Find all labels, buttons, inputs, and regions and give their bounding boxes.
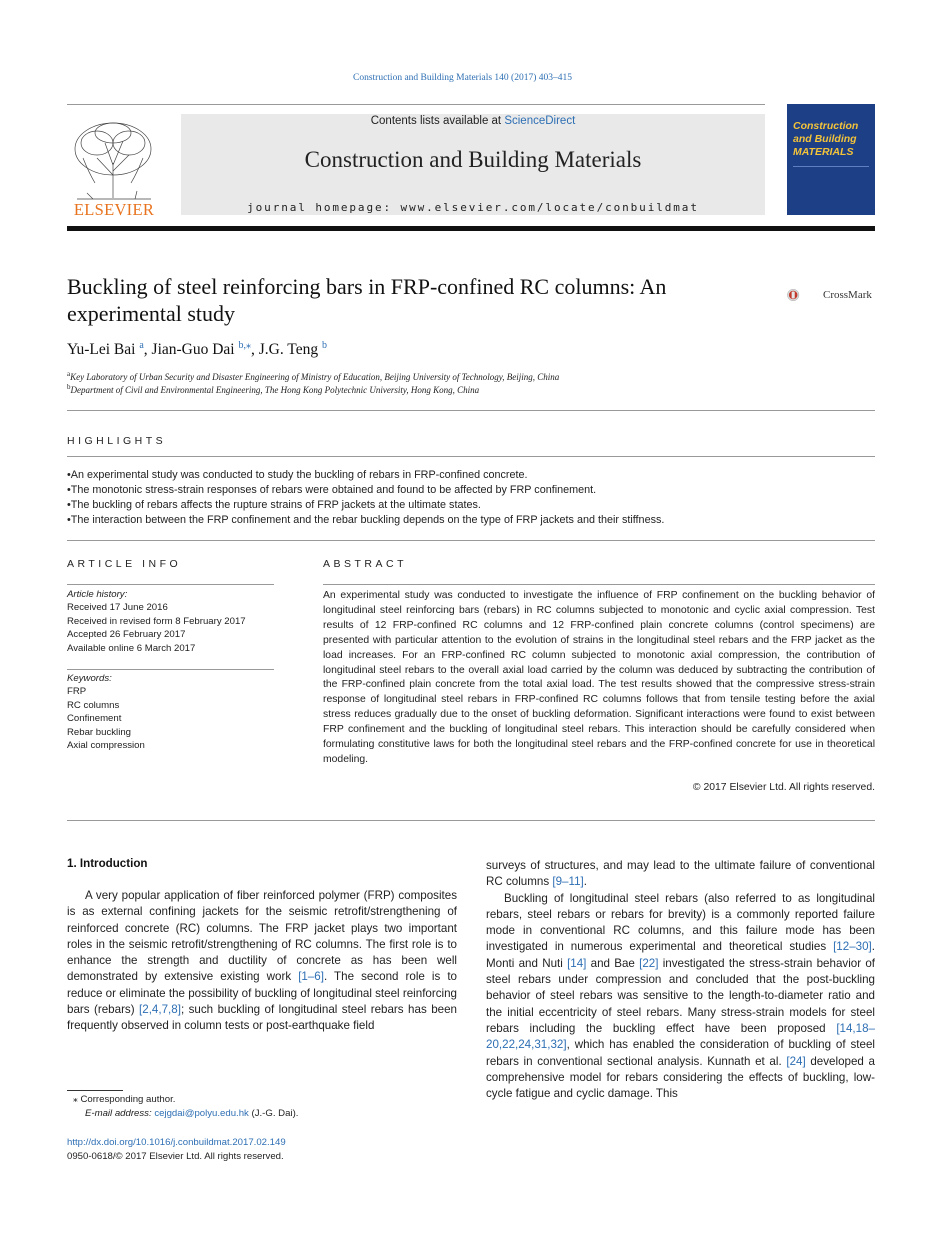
affiliation bbox=[67, 383, 479, 395]
email-link[interactable]: cejgdai@polyu.edu.hk bbox=[154, 1108, 249, 1119]
author-sup[interactable]: a bbox=[139, 340, 144, 351]
reference-link[interactable]: [22] bbox=[639, 956, 659, 970]
text-run: A very popular application of fiber reinforced polymer (FRP) composites is as external confining jackets for the seismic retrofit/strengthening of reinforced concrete (RC) columns. The FRP jacket plays two important roles in the seismic retrofit/strengthening of RC columns. The first role is to enhance the strength and ductility of concrete as has been well demonstrated by extensive existing work bbox=[67, 889, 457, 984]
reference-link[interactable]: [2,4,7,8] bbox=[139, 1003, 181, 1017]
keywords-label: Keywords: bbox=[67, 673, 112, 684]
divider bbox=[67, 584, 274, 585]
crossmark-icon[interactable] bbox=[787, 279, 821, 311]
keywords bbox=[67, 672, 145, 752]
keyword: Axial compression bbox=[67, 740, 145, 752]
divider bbox=[67, 540, 875, 541]
email-suffix: (J.-G. Dai). bbox=[248, 1108, 299, 1119]
author-list: Yu-Lei Bai $^a$, Jian-Guo Dai $^{b,⁎}$, J.G. Teng $^b$ bbox=[67, 340, 327, 359]
highlight-item: • The buckling of rebars affects the rupture strains of FRP jackets at the ultimate states. bbox=[67, 498, 875, 513]
text-run: Buckling of longitudinal steel rebars (also referred to as longitudinal rebars, steel rebars or rebars for brevity) is a commonly reported failure mode in conventional RC columns, and this failure mode has been investigated in numerous experimental and theoretical studies bbox=[486, 891, 875, 954]
email-note bbox=[67, 1107, 457, 1121]
author-sup[interactable]: b,⁎ bbox=[238, 340, 251, 351]
body-column-left bbox=[67, 888, 457, 1035]
divider bbox=[323, 584, 875, 585]
section-heading: 1. Introduction bbox=[67, 857, 148, 870]
text-run: investigated the stress-strain behavior of steel rebars under compression and concluded that the post-buckling behavior of steel rebars was sensitive to the length-to-diameter ratio and the initial eccentricity of steel rebars. Many stress-strain models for steel rebars including the buckling effect have been proposed bbox=[486, 956, 875, 1035]
sciencedirect-link[interactable]: ScienceDirect bbox=[504, 115, 576, 127]
highlight-item: • The interaction between the FRP confinement and the rebar buckling depends on the type of FRP jackets and their stiffness. bbox=[67, 513, 875, 528]
divider bbox=[67, 820, 875, 821]
footnote-divider bbox=[67, 1090, 123, 1091]
elsevier-wordmark: ELSEVIER bbox=[73, 200, 155, 219]
text-run: . bbox=[583, 875, 587, 889]
abstract-copyright: © 2017 Elsevier Ltd. All rights reserved. bbox=[692, 782, 875, 793]
email-label: E-mail address: bbox=[85, 1108, 155, 1119]
header-thick-divider bbox=[67, 226, 875, 231]
affiliation-sup: b bbox=[67, 383, 71, 391]
journal-cover-image bbox=[787, 104, 875, 215]
affiliation-text: Department of Civil and Environmental Engineering, The Hong Kong Polytechnic University, Hong Kong, China bbox=[70, 385, 480, 395]
footnotes bbox=[67, 1093, 457, 1121]
highlights-heading: HIGHLIGHTS bbox=[67, 435, 167, 447]
article-title: Buckling of steel reinforcing bars in FRP-confined RC columns: An experimental study bbox=[67, 274, 667, 326]
divider bbox=[67, 669, 274, 670]
abstract-heading: ABSTRACT bbox=[323, 558, 408, 570]
text-run: developed a comprehensive model for rebars considering the effects of buckling, low-cycle fatigue and cyclic damage. This bbox=[486, 1054, 875, 1101]
history-item: Accepted 26 February 2017 bbox=[67, 629, 186, 641]
author-name[interactable]: Yu-Lei Bai bbox=[67, 341, 136, 359]
history-item: Received in revised form 8 February 2017 bbox=[67, 615, 246, 627]
affiliation-sup: a bbox=[67, 370, 71, 378]
author-name[interactable]: Jian-Guo Dai bbox=[151, 341, 235, 359]
reference-link[interactable]: [24] bbox=[786, 1054, 806, 1068]
history-label: Article history: bbox=[67, 589, 128, 600]
history-item: Available online 6 March 2017 bbox=[67, 642, 196, 654]
highlight-item: • An experimental study was conducted to study the buckling of rebars in FRP-confined concrete. bbox=[67, 468, 875, 483]
contents-line bbox=[181, 115, 765, 127]
reference-link[interactable]: [14,18–20,22,24,31,32] bbox=[486, 1021, 875, 1052]
reference-link[interactable]: [1–6] bbox=[298, 970, 324, 984]
journal-homepage[interactable]: journal homepage: www.elsevier.com/locate/conbuildmat bbox=[247, 201, 699, 214]
reference-link[interactable]: [14] bbox=[567, 956, 587, 970]
keyword: RC columns bbox=[67, 699, 120, 711]
text-run: . The second role is to reduce or eliminate the possibility of buckling of longitudinal steel reinforcing bars (rebars) bbox=[67, 970, 458, 1017]
text-run: ; such buckling of longitudinal steel rebars has been frequently observed in column tests or post-earthquake field bbox=[67, 1003, 457, 1033]
doi-link[interactable]: http://dx.doi.org/10.1016/j.conbuildmat.2017.02.149 bbox=[67, 1137, 286, 1148]
paragraph bbox=[67, 888, 457, 1035]
body-column-right bbox=[486, 858, 875, 1102]
article-history bbox=[67, 588, 246, 655]
cover-decoration bbox=[793, 166, 869, 207]
affiliation bbox=[67, 370, 559, 382]
highlights-list bbox=[67, 468, 875, 528]
top-divider bbox=[67, 104, 765, 105]
reference-link[interactable]: [9–11] bbox=[552, 875, 584, 889]
text-run: surveys of structures, and may lead to the ultimate failure of conventional RC columns bbox=[486, 859, 875, 889]
keyword: Rebar buckling bbox=[67, 726, 131, 738]
highlight-item: • The monotonic stress-strain responses of rebars were obtained and found to be affected by FRP confinement. bbox=[67, 483, 875, 498]
author-name[interactable]: J.G. Teng bbox=[258, 341, 319, 359]
text-run: . Monti and Nuti bbox=[486, 940, 875, 970]
text-run: and Bae bbox=[586, 956, 640, 970]
journal-masthead bbox=[181, 114, 765, 215]
contents-prefix: Contents lists available at bbox=[370, 115, 505, 127]
keyword: Confinement bbox=[67, 713, 122, 725]
crossmark-label[interactable]: CrossMark bbox=[823, 289, 872, 301]
corresponding-author-note: ⁎ Corresponding author. bbox=[73, 1094, 176, 1105]
paragraph bbox=[486, 891, 875, 1103]
issn-line: 0950-0618/© 2017 Elsevier Ltd. All rights reserved. bbox=[67, 1151, 284, 1162]
article-info-heading: ARTICLE INFO bbox=[67, 558, 182, 570]
keyword: FRP bbox=[67, 686, 87, 698]
divider bbox=[67, 410, 875, 411]
author-sup[interactable]: b bbox=[321, 340, 327, 351]
reference-link[interactable]: [12–30] bbox=[833, 940, 872, 954]
cover-title: Construction and Building MATERIALS bbox=[793, 120, 859, 158]
doi-block bbox=[67, 1136, 286, 1164]
journal-title: Construction and Building Materials bbox=[304, 147, 642, 172]
text-run: , which has enabled the consideration of buckling of steel rebars in conventional sectional analysis. Kunnath et al. bbox=[486, 1038, 875, 1068]
affiliation-text: Key Laboratory of Urban Security and Disaster Engineering of Ministry of Education, Beijing University of Technology, Beijing, China bbox=[70, 372, 560, 382]
paragraph bbox=[486, 858, 875, 891]
history-item: Received 17 June 2016 bbox=[67, 602, 168, 614]
abstract-text: An experimental study was conducted to investigate the influence of FRP confinement on the buckling behavior of longitudinal steel reinforcing bars (rebars) in RC columns subjected to monotonic and cyclic axial compression. Test results of 12 FRP-confined RC columns and 12 FRP-confined plain concrete columns (control specimens) are presented with particular attention to the evolution of strains in the longitudinal steel rebars and the FRP jacket as the load increases. For an FRP-confined RC column subjected to monotonic axial compression, the contribution of longitudinal steel rebars to the overall axial load carried by the column was deduced by subtracting the contribution of the FRP-confined plain concrete from the total axial load. The test results showed that the compressive stress-strain response of longitudinal steel rebars in FRP-confined RC columns follows that from tensile testing before the axial stress reduces gradually due to the onset of buckling deformation. Significant interactions were found to exist between FRP confinement and the buckling of longitudinal steel rebars. This interaction should be carefully considered when formulating constitutive laws for both the longitudinal steel rebars and the FRP-confined concrete for use in theoretical modeling. bbox=[323, 590, 875, 765]
journal-citation[interactable]: Construction and Building Materials 140 (2017) 403–415 bbox=[352, 73, 572, 83]
divider bbox=[67, 456, 875, 457]
